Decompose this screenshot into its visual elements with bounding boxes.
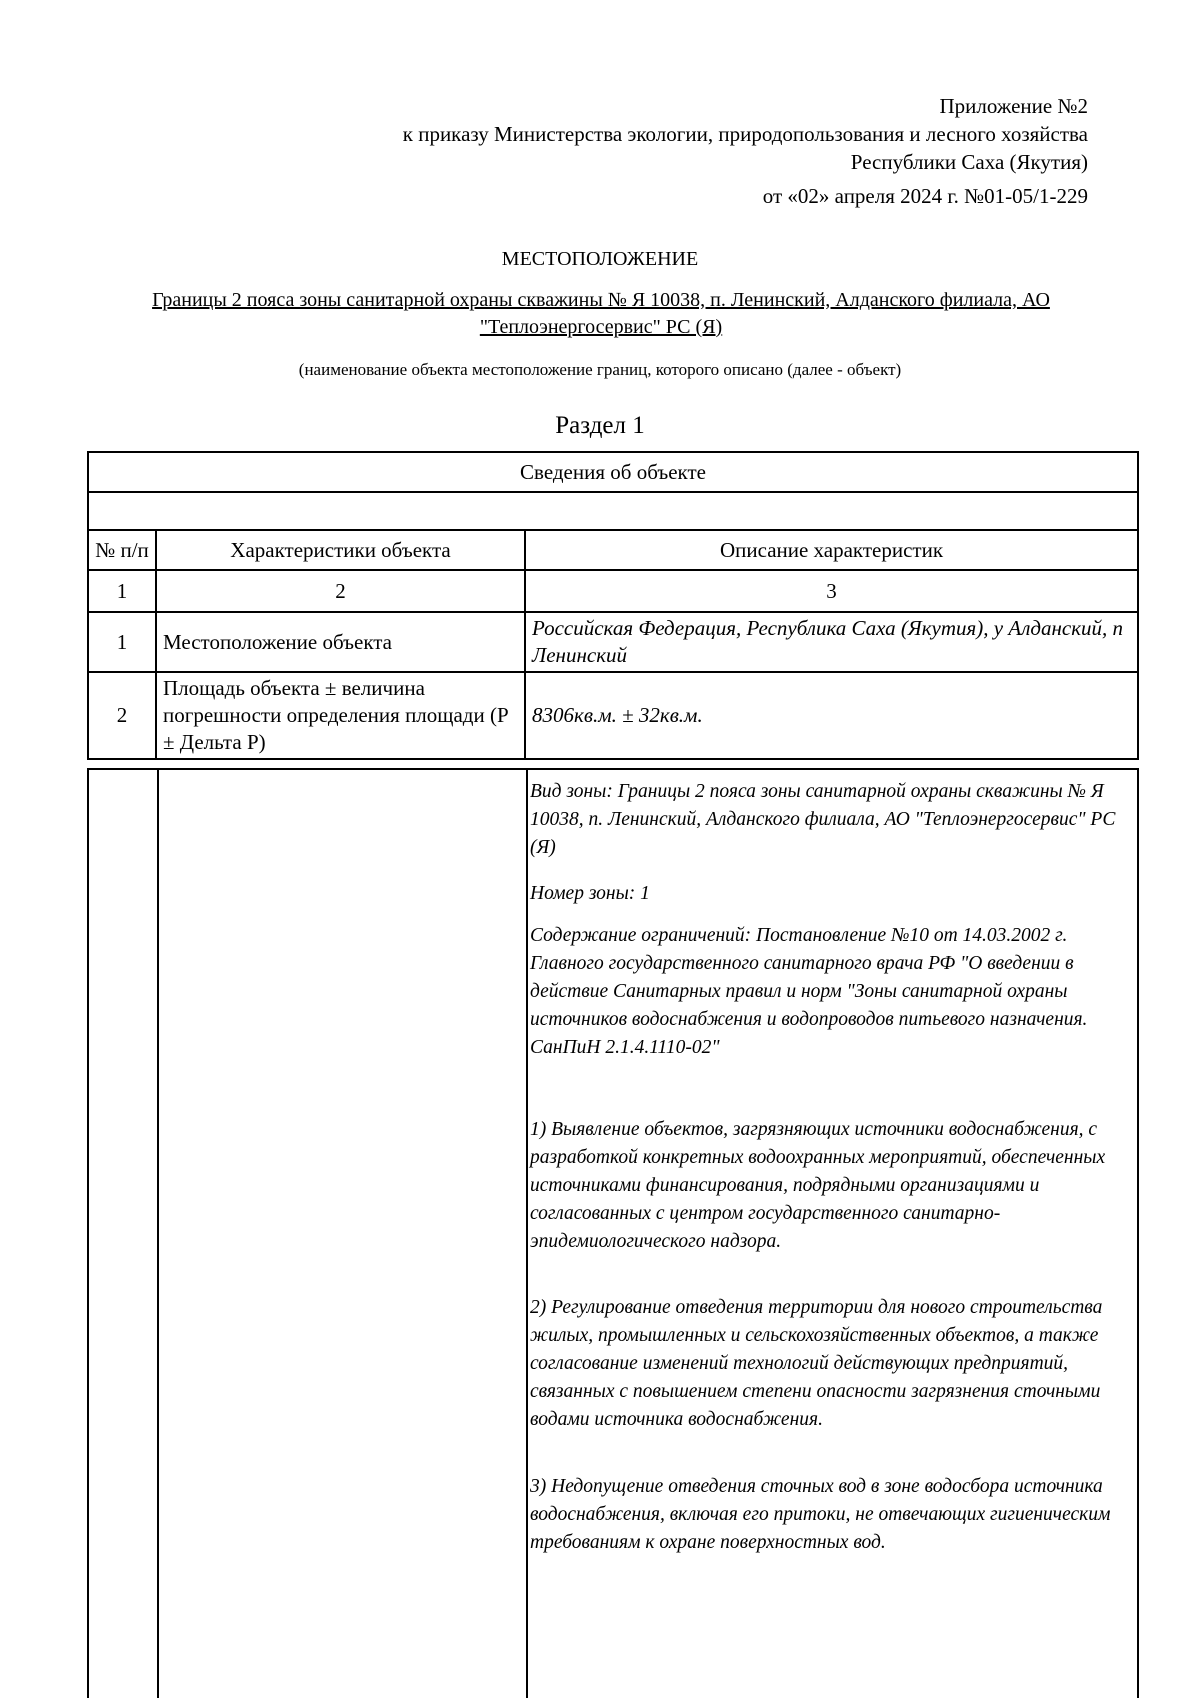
col-header-characteristics: Характеристики объекта [156,530,525,570]
table-row [88,612,1138,672]
restriction-item-1: 1) Выявление объектов, загрязняющих источники водоснабжения, с разработкой конкретных водоохранных мероприятий, обеспеченных источниками финансирования, подрядными организациями и согласованных с центром государственного санитарно-эпидемиологического надзора. [530,1119,1106,1252]
column-number-row [88,570,1138,612]
zone-number: Номер зоны: 1 [530,883,650,904]
zone-details-table [87,768,1139,1698]
zone-type: Вид зоны: Границы 2 пояса зоны санитарной охраны скважины № Я 10038, п. Ленинский, Алданского филиала, АО "Теплоэнергосервис" РС (Я) [530,781,1116,858]
col-header-number: № п/п [88,530,156,570]
row-number: 2 [88,672,156,759]
republic-name: Республики Саха (Якутия) [850,150,1088,174]
order-date: от «02» апреля 2024 г. №01-05/1-229 [762,184,1088,208]
col-number-2: 2 [156,570,525,612]
row-description: Российская Федерация, Республика Саха (Якутия), у Алданский, п Ленинский [525,612,1138,672]
restriction-item-3: 3) Недопущение отведения сточных вод в зоне водосбора источника водоснабжения, включая его притоки, не отвечающих гигиеническим требованиям к охране поверхностных вод. [530,1476,1111,1553]
object-name-hint: (наименование объекта местоположение границ, которого описано (далее - объект) [298,360,902,379]
table-caption: Сведения об объекте [88,452,1138,492]
table-row [88,672,1138,759]
document-title: МЕСТОПОЛОЖЕНИЕ [501,248,699,270]
section-title: Раздел 1 [555,412,645,439]
col-header-description: Описание характеристик [525,530,1138,570]
col-number-1: 1 [88,570,156,612]
appendix-number: Приложение №2 [939,94,1088,118]
restrictions-content: Содержание ограничений: Постановление №10 от 14.03.2002 г. Главного государственного санитарного врача РФ "О введении в действие Санитарных правил и норм "Зоны санитарной охраны источников водоснабжения и водопроводов питьевого назначения. СанПиН 2.1.4.1110-02" [530,925,1088,1058]
object-info-table [87,451,1139,760]
row-characteristic: Местоположение объекта [156,612,525,672]
row-number: 1 [88,612,156,672]
order-reference: к приказу Министерства экологии, природопользования и лесного хозяйства [402,122,1088,146]
table-header-row [88,530,1138,570]
col-number-3: 3 [525,570,1138,612]
column-divider [157,770,159,1698]
restriction-item-2: 2) Регулирование отведения территории для нового строительства жилых, промышленных и сельскохозяйственных объектов, а также согласование изменений технологий действующих предприятий, связанных с повышением степени опасности загрязнения сточными водами источника водоснабжения. [530,1297,1103,1430]
table-empty-row [88,492,1138,530]
row-characteristic: Площадь объекта ± величина погрешности определения площади (P ± Дельта P) [156,672,525,759]
row-description: 8306кв.м. ± 32кв.м. [525,672,1138,759]
object-name: Границы 2 пояса зоны санитарной охраны скважины № Я 10038, п. Ленинский, Алданского филиала, АО "Теплоэнергосервис" РС (Я) [152,289,1050,338]
column-divider [526,770,528,1698]
